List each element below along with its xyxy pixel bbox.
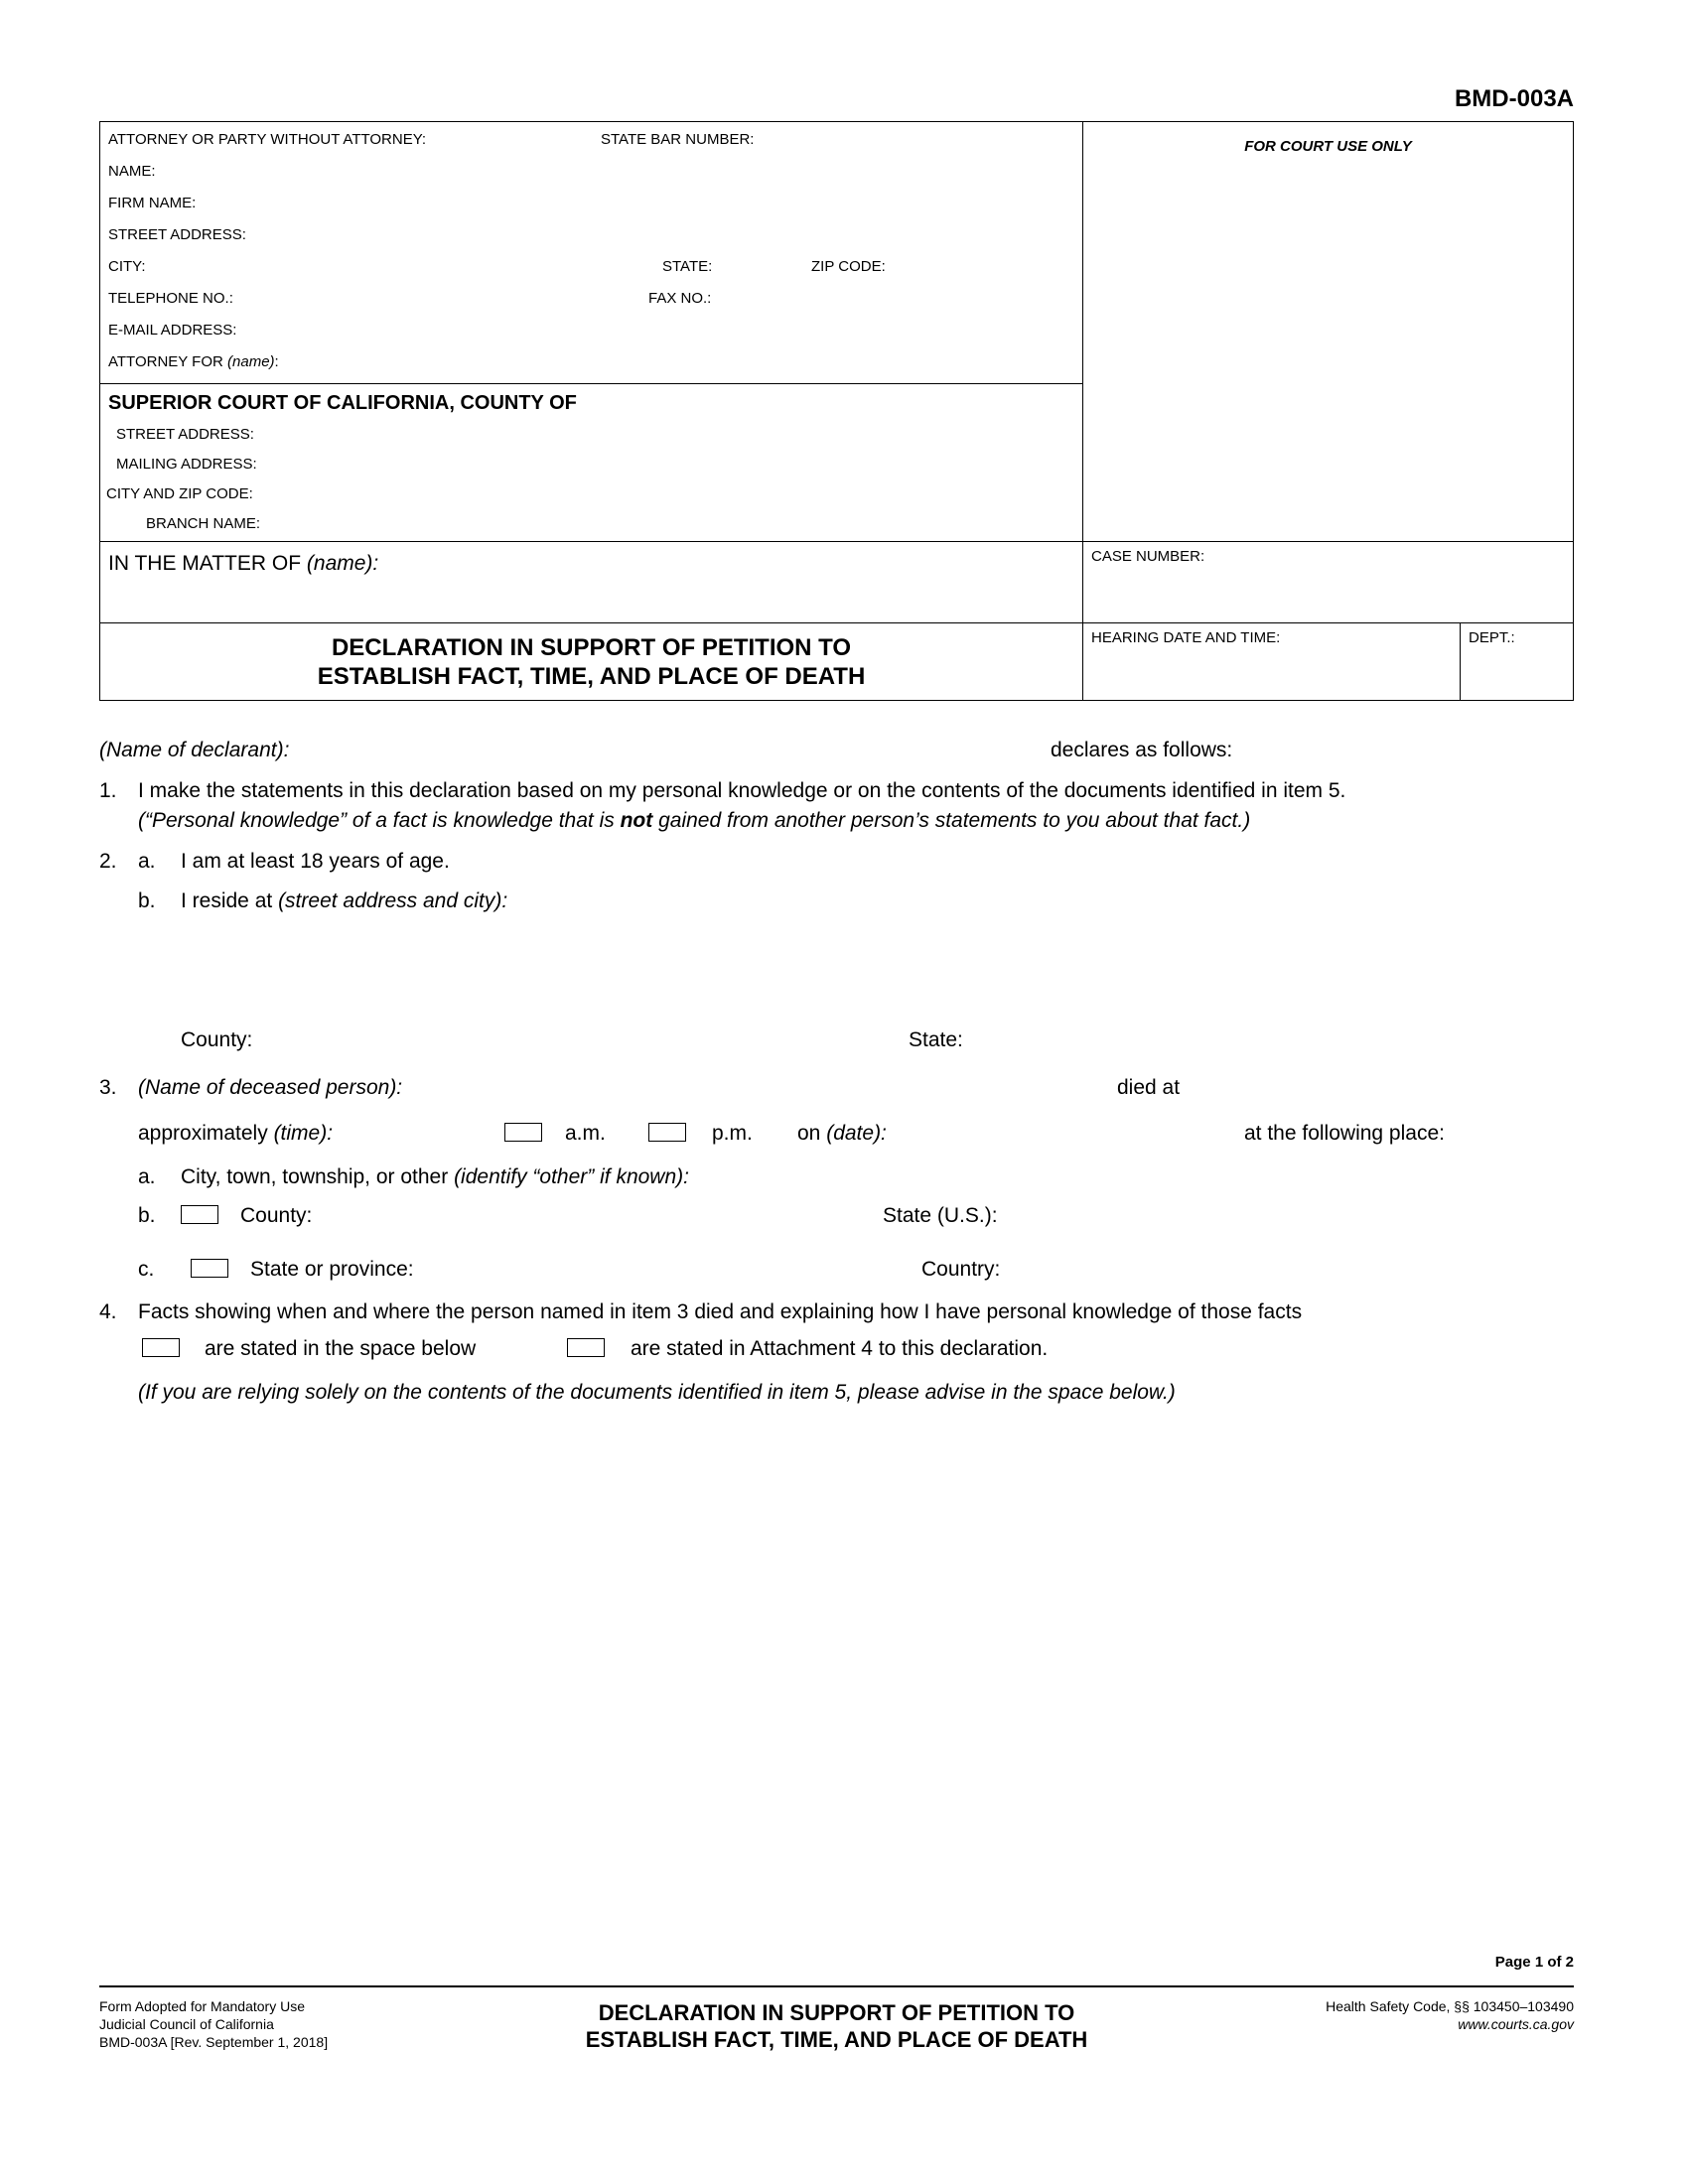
case-number-cell xyxy=(1083,542,1573,622)
footer-form-info xyxy=(99,1997,427,2053)
item-2a-letter: a. xyxy=(138,850,156,873)
item-2-number: 2. xyxy=(99,850,117,873)
item-1-note-pre: (“Personal knowledge” of a fact is knowledge that is xyxy=(138,809,621,832)
court-street-label: STREET ADDRESS: xyxy=(116,426,254,443)
item-1-number: 1. xyxy=(99,779,117,802)
county-checkbox[interactable] xyxy=(181,1205,218,1224)
item-2b-hint: (street address and city): xyxy=(278,889,508,912)
item-3c-letter: c. xyxy=(138,1258,155,1281)
item-1-note-post: gained from another person’s statements to you about that fact.) xyxy=(652,809,1251,832)
item-3c-country-label: Country: xyxy=(921,1258,1001,1281)
zip-code-label: ZIP CODE: xyxy=(811,258,886,275)
item-3a-text: City, town, township, or other (identify “other” if known): xyxy=(181,1165,689,1188)
telephone-label: TELEPHONE NO.: xyxy=(108,290,233,307)
state-label: STATE: xyxy=(662,258,713,275)
item-1-note xyxy=(138,805,1574,836)
footer-code-citation: Health Safety Code, §§ 103450–103490 xyxy=(1326,1998,1574,2014)
document-title-line1: DECLARATION IN SUPPORT OF PETITION TO xyxy=(331,634,852,661)
item-2a xyxy=(138,847,1574,876)
item-3b-letter: b. xyxy=(138,1204,156,1227)
fax-label: FAX NO.: xyxy=(648,290,712,307)
footer-title-line2: ESTABLISH FACT, TIME, AND PLACE OF DEATH xyxy=(585,2027,1088,2052)
document-title xyxy=(100,623,1083,700)
declarant-label: (Name of declarant): xyxy=(99,739,290,761)
footer-rule xyxy=(99,1985,1574,1987)
form-number: BMD-003A xyxy=(1454,85,1574,112)
attachment-4-label: are stated in Attachment 4 to this declaration. xyxy=(631,1337,1049,1360)
footer-left-line3: BMD-003A [Rev. September 1, 2018] xyxy=(99,2034,329,2050)
court-section xyxy=(100,384,1082,541)
item-3c xyxy=(138,1255,1574,1284)
court-mailing-label: MAILING ADDRESS: xyxy=(116,456,257,473)
county-state-line xyxy=(138,1025,1574,1054)
died-at-text: died at xyxy=(1117,1076,1181,1099)
for-court-use-label: FOR COURT USE ONLY xyxy=(1244,138,1412,155)
item-4-number: 4. xyxy=(99,1300,117,1323)
item-2a-text: I am at least 18 years of age. xyxy=(181,850,450,873)
dept-cell xyxy=(1461,623,1573,700)
attorney-header-row xyxy=(108,124,1082,156)
item-4 xyxy=(99,1297,1574,1407)
court-city-zip-label: CITY AND ZIP CODE: xyxy=(106,485,253,502)
hearing-label: HEARING DATE AND TIME: xyxy=(1091,629,1281,646)
attorney-for-colon: : xyxy=(274,353,279,370)
item-3-name-line xyxy=(138,1073,1574,1102)
phone-row xyxy=(108,283,1082,315)
item-3a-letter: a. xyxy=(138,1165,156,1188)
am-label: a.m. xyxy=(565,1122,606,1145)
item-4-text: Facts showing when and where the person named in item 3 died and explaining how I have personal knowledge of those facts xyxy=(138,1300,1303,1323)
declares-text: declares as follows: xyxy=(1051,739,1233,761)
email-label: E-MAIL ADDRESS: xyxy=(108,322,237,339)
deceased-name-label: (Name of deceased person): xyxy=(138,1076,403,1099)
state-bar-label: STATE BAR NUMBER: xyxy=(601,131,755,148)
item-3c-state-label: State or province: xyxy=(250,1258,414,1281)
county-label: County: xyxy=(181,1028,253,1051)
item-4-note: (If you are relying solely on the contents of the documents identified in item 5, please advise in the space below.) xyxy=(138,1381,1176,1404)
declarant-line xyxy=(99,736,1574,764)
email-row xyxy=(108,315,1082,346)
dept-label: DEPT.: xyxy=(1469,629,1515,646)
item-2 xyxy=(99,847,1574,1054)
pm-label: p.m. xyxy=(712,1122,753,1145)
hearing-cell xyxy=(1083,623,1461,700)
attorney-section xyxy=(100,122,1082,384)
firm-row xyxy=(108,188,1082,219)
court-use-section xyxy=(1083,122,1573,541)
item-3a xyxy=(138,1162,1574,1191)
item-1-text: I make the statements in this declaration based on my personal knowledge or on the contents of the documents identified in item 5. xyxy=(138,779,1346,802)
city-row xyxy=(108,251,1082,283)
caption-box xyxy=(99,121,1574,701)
footer xyxy=(99,1954,1574,2053)
item-3-number: 3. xyxy=(99,1076,117,1099)
firm-name-label: FIRM NAME: xyxy=(108,195,197,211)
attachment-4-checkbox[interactable] xyxy=(567,1338,605,1357)
time-pm-checkbox[interactable] xyxy=(648,1123,686,1142)
footer-title xyxy=(427,1997,1246,2053)
item-3b xyxy=(138,1201,1574,1230)
state-province-checkbox[interactable] xyxy=(191,1259,228,1278)
stated-below-label: are stated in the space below xyxy=(205,1337,477,1360)
approximately-text: approximately xyxy=(138,1122,274,1145)
matter-name-hint: (name): xyxy=(306,552,379,575)
street-row xyxy=(108,219,1082,251)
footer-left-line1: Form Adopted for Mandatory Use xyxy=(99,1998,305,2014)
attorney-for-row xyxy=(108,346,1082,378)
footer-left-line2: Judicial Council of California xyxy=(99,2016,274,2032)
attorney-for-name-hint: (name) xyxy=(227,353,275,370)
matter-label: IN THE MATTER OF xyxy=(108,552,307,575)
item-3 xyxy=(99,1073,1574,1284)
case-number-label: CASE NUMBER: xyxy=(1091,548,1205,565)
item-1-note-bold: not xyxy=(620,809,653,832)
stated-below-checkbox[interactable] xyxy=(142,1338,180,1357)
item-4-options xyxy=(138,1334,1574,1363)
attorney-for-label: ATTORNEY FOR xyxy=(108,353,228,370)
state-of-residence-label: State: xyxy=(909,1028,963,1051)
item-2b-letter: b. xyxy=(138,889,156,912)
matter-cell xyxy=(100,542,1083,622)
item-3a-hint: (identify “other” if known): xyxy=(454,1165,689,1188)
item-2b xyxy=(138,887,1574,915)
form-body xyxy=(99,736,1574,1407)
item-3b-state-label: State (U.S.): xyxy=(883,1204,998,1227)
document-title-line2: ESTABLISH FACT, TIME, AND PLACE OF DEATH xyxy=(317,663,866,690)
date-hint: (date): xyxy=(826,1122,887,1145)
court-branch-label: BRANCH NAME: xyxy=(146,515,261,532)
page-content xyxy=(99,0,1574,2184)
footer-title-line1: DECLARATION IN SUPPORT OF PETITION TO xyxy=(598,2000,1075,2025)
footer-website[interactable]: www.courts.ca.gov xyxy=(1458,2016,1574,2032)
name-row xyxy=(108,156,1082,188)
name-label: NAME: xyxy=(108,163,156,180)
footer-code-info xyxy=(1246,1997,1574,2053)
city-label: CITY: xyxy=(108,258,146,275)
attorney-label: ATTORNEY OR PARTY WITHOUT ATTORNEY: xyxy=(108,131,427,148)
item-3b-county-label: County: xyxy=(240,1204,313,1227)
street-address-label: STREET ADDRESS: xyxy=(108,226,246,243)
on-date-label: on (date): xyxy=(797,1122,887,1145)
page-number: Page 1 of 2 xyxy=(1494,1954,1574,1971)
time-hint: (time): xyxy=(273,1122,334,1145)
time-date-line xyxy=(138,1119,1574,1148)
superior-court-title: SUPERIOR COURT OF CALIFORNIA, COUNTY OF xyxy=(108,392,577,414)
item-2b-text: I reside at (street address and city): xyxy=(181,889,508,912)
time-am-checkbox[interactable] xyxy=(504,1123,542,1142)
following-place-text: at the following place: xyxy=(1244,1122,1445,1145)
item-1 xyxy=(99,776,1574,836)
